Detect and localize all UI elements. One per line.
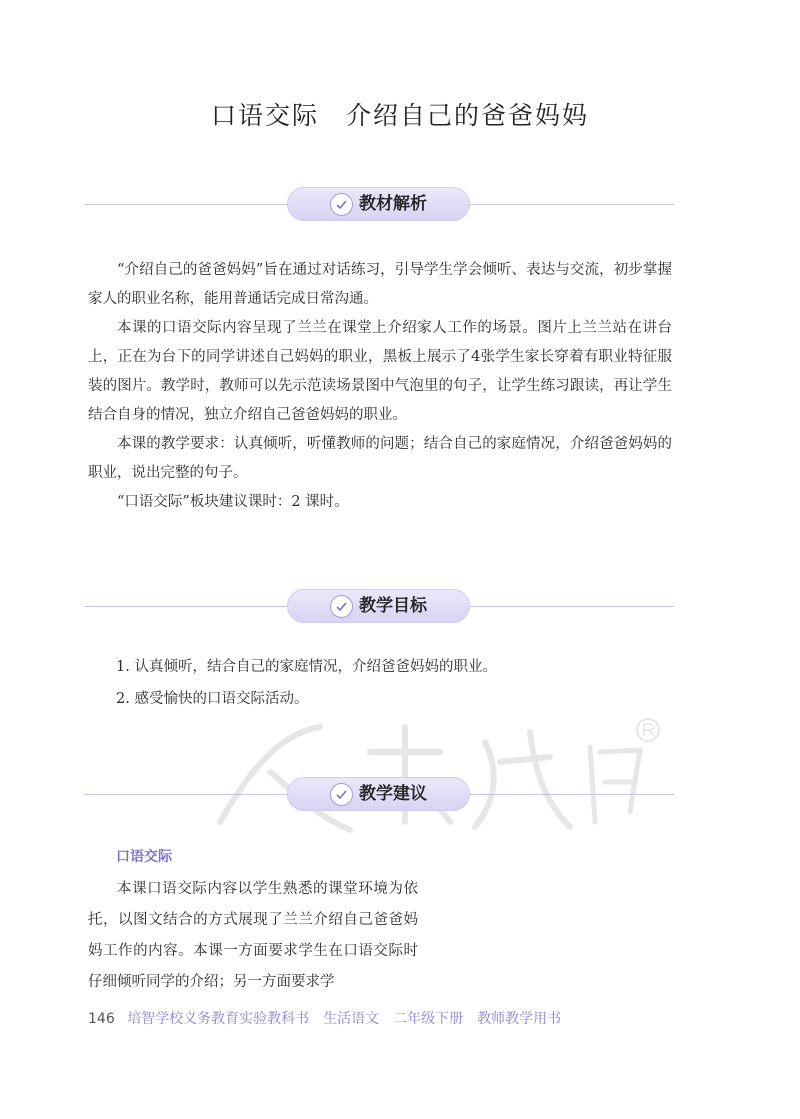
analysis-paragraph: 本课的口语交际内容呈现了兰兰在课堂上介绍家人工作的场景。图片上兰兰站在讲台上，正在为台下的同学讲述自己妈妈的职业，黑板上展示了4张学生家长穿着有职业特征服装的图片。教学时，教师可以先示范读场景图中气泡里的句子，让学生练习跟读，再让学生结合自身的情况，独立介绍自己爸爸妈妈的职业。 [88,320,672,423]
page-number: 146 [88,1011,115,1027]
section-header-analysis [84,185,674,225]
subsection-heading: 口语交际 [116,849,172,865]
section-pill [287,589,470,623]
suggestion-paragraph: 本课口语交际内容以学生熟悉的课堂环境为依托，以图文结合的方式展现了兰兰介绍自己爸爸妈妈工作的内容。本课一方面要求学生在口语交际时仔细倾听同学的介绍；另一方面要求学 [88,881,418,990]
section-header-goals [84,587,674,627]
section-label: 教学目标 [359,596,427,616]
section-badge-icon [330,193,353,216]
page-title: 口语交际 介绍自己的爸爸妈妈 [210,101,589,130]
goal-item: 2. 感受愉快的口语交际活动。 [116,691,309,707]
section-pill [287,187,470,221]
analysis-paragraph: “介绍自己的爸爸妈妈”旨在通过对话练习，引导学生学会倾听、表达与交流，初步掌握家人的职业名称，能用普通话完成日常沟通。 [88,262,672,307]
section-header-suggestions [84,775,674,815]
analysis-paragraph: “口语交际”板块建议课时：2 课时。 [117,494,349,510]
section-label: 教学建议 [359,784,427,804]
section-badge-icon [330,595,353,618]
page-footer [88,1008,561,1028]
section-label: 教材解析 [359,194,427,214]
goal-item: 1. 认真倾听，结合自己的家庭情况，介绍爸爸妈妈的职业。 [116,659,497,675]
section-badge-icon [330,783,353,806]
analysis-paragraph: 本课的教学要求：认真倾听，听懂教师的问题；结合自己的家庭情况，介绍爸爸妈妈的职业，说出完整的句子。 [88,436,672,481]
footer-book-title: 培智学校义务教育实验教科书 生活语文 二年级下册 教师教学用书 [127,1011,562,1027]
section-pill [287,777,470,811]
